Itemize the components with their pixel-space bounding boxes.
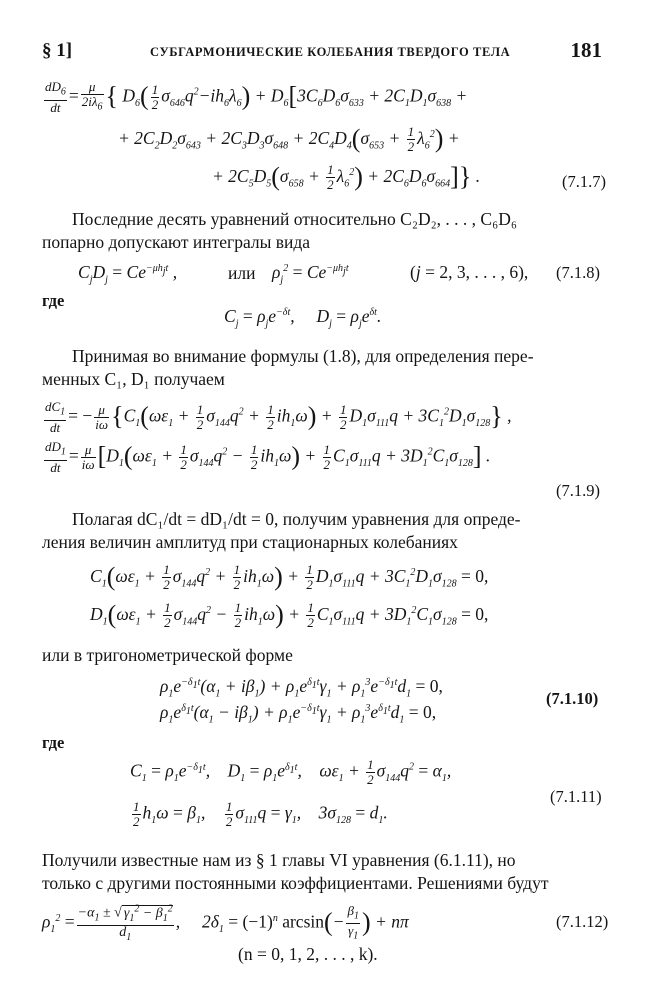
equation-7-1-12-range: (n = 0, 1, 2, . . . , k). (238, 944, 378, 964)
equation-substitution: $C_j = \rho_je^{-\delta t}$, $D_j = \rho_je^{\delta t}$. (224, 306, 382, 330)
equation-number: (7.1.11) (550, 787, 602, 806)
where-word: где (42, 733, 65, 752)
equation-7-1-9-line1: $\frac{dC_1}{dt}$ = − $\frac{\mu}{i\omega}$ {$C_1(\omega\varepsilon_1$ + $\frac{1}{2}$ $\sigma_{144}q^2$ + $\frac{1}{2}$ $ih_1\omega$) + $\frac{1}{2}$ $D_1\sigma_{111}q + 3C_1^2D_1\sigma_{128}$} , (45, 399, 512, 435)
equation-number: (7.1.7) (562, 172, 606, 191)
equation-7-1-7-line3: + $2C_5D_5(\sigma_{658}$ + $\frac{1}{2}$ $\lambda_6^2) + 2C_6D_6\sigma_{664}$]} . (212, 162, 481, 193)
stationary-equation-2: $D_1(\omega\varepsilon_1$ + $\frac{1}{2}$ $\sigma_{144}q^2$ − $\frac{1}{2}$ $ih_1\omega$) + $\frac{1}{2}$ $C_1\sigma_{111}q + 3D_1^2C_1\sigma_{128} = 0$, (90, 600, 489, 631)
where-word: где (42, 291, 65, 310)
equation-7-1-10-line2: $\rho_1e^{\delta_1t}(\alpha_1 - i\beta_1) + \rho_1e^{-\delta_1t}\gamma_1 + \rho_1^3e^{\delta_1t}d_1 = 0$, (160, 702, 437, 726)
paragraph-line: ления величин амплитуд при стационарных колебаниях (42, 532, 458, 552)
paragraph-line: Последние десять уравнений относительно C₂D₂, . . . , C₆D₆ (72, 209, 517, 229)
conjunction: или (228, 263, 256, 283)
paragraph-line: Получили известные нам из § 1 главы VI уравнения (6.1.11), но (42, 850, 516, 870)
paragraph-line: или в тригонометрической форме (42, 645, 293, 665)
equation-number: (7.1.8) (556, 263, 600, 282)
paragraph-line: только с другими постоянными коэффициентами. Решениями будут (42, 873, 549, 893)
equation-7-1-11-line1: $C_1 = \rho_1e^{-\delta_1t}$, $D_1 = \rho_1e^{\delta_1t}$, $\omega\varepsilon_1$ + $\frac{1}{2}$ $\sigma_{144}q^2 = \alpha_1$, (130, 757, 452, 787)
running-header (42, 40, 602, 64)
equation-7-1-8-range: (j = 2, 3, . . . , 6), (410, 262, 529, 282)
paragraph-line: попарно допускают интегралы вида (42, 232, 311, 252)
equation-7-1-12: $\rho_1^2$ = $\frac{-\alpha_1 \pm √ \gamma_1^2 - \beta_1^2}{d_1}$ , $2\delta_1 = (-1)^n$ arcsin(− $\frac{\beta_1}{\gamma_1}$ ) + nπ (42, 902, 409, 944)
paragraph-line: Принимая во внимание формулы (1.8), для определения пере- (72, 346, 534, 366)
equation-number: (7.1.12) (556, 912, 609, 931)
paragraph-line: Полагая dC₁/dt = dD₁/dt = 0, получим уравнения для опреде- (72, 509, 521, 529)
equation-7-1-11-line2: $\frac{1}{2}$ $h_1\omega = \beta_1$, $\frac{1}{2}$ $\sigma_{111}q = \gamma_1$, $3\sigma_{128} = d_1$. (133, 799, 388, 829)
equation-number: (7.1.10) (546, 689, 599, 708)
running-title: СУБГАРМОНИЧЕСКИЕ КОЛЕБАНИЯ ТВЕРДОГО ТЕЛА (150, 45, 511, 59)
equation-7-1-7-line1: $\frac{dD_6}{dt}$ = $\frac{\mu}{2i\lambda_6}$ { $D_6$( $\frac{1}{2}$ $\sigma_{646}q^2-ih_6\lambda_6) + D_6[3C_6D_6\sigma_{633} + 2C_1D_1\sigma_{638}$ + (45, 79, 468, 115)
paragraph-line: менных C₁, D₁ получаем (42, 369, 225, 389)
equation-7-1-7-line2: + $2C_2D_2\sigma_{643} + 2C_3D_3\sigma_{648} + 2C_4D_4(\sigma_{653}$ + $\frac{1}{2}$ $\lambda_6^2$) + (118, 124, 460, 155)
page-number: 181 (570, 38, 602, 62)
equation-7-1-9-line2: $\frac{dD_1}{dt}$ = $\frac{\mu}{i\omega}$ [$D_1(\omega\varepsilon_1$ + $\frac{1}{2}$ $\sigma_{144}q^2$ − $\frac{1}{2}$ $ih_1\omega$) + $\frac{1}{2}$ $C_1\sigma_{111}q + 3D_1^2C_1\sigma_{128}$] . (45, 439, 491, 475)
equation-7-1-8-alt: $\rho_j^2 = Ce^{-\mu h_jt}$ (272, 262, 349, 286)
stationary-equation-1: $C_1(\omega\varepsilon_1$ + $\frac{1}{2}$ $\sigma_{144}q^2$ + $\frac{1}{2}$ $ih_1\omega$) + $\frac{1}{2}$ $D_1\sigma_{111}q + 3C_1^2D_1\sigma_{128} = 0$, (90, 562, 489, 593)
equation-7-1-10-line1: $\rho_1e^{-\delta_1t}(\alpha_1 + i\beta_1) + \rho_1e^{\delta_1t}\gamma_1 + \rho_1^3e^{-\delta_1t}d_1 = 0$, (160, 676, 443, 700)
section-marker: § 1] (42, 40, 73, 61)
equation-7-1-8: $C_jD_j = Ce^{-\mu h_jt}$ , (78, 262, 178, 286)
equation-number: (7.1.9) (556, 481, 600, 500)
